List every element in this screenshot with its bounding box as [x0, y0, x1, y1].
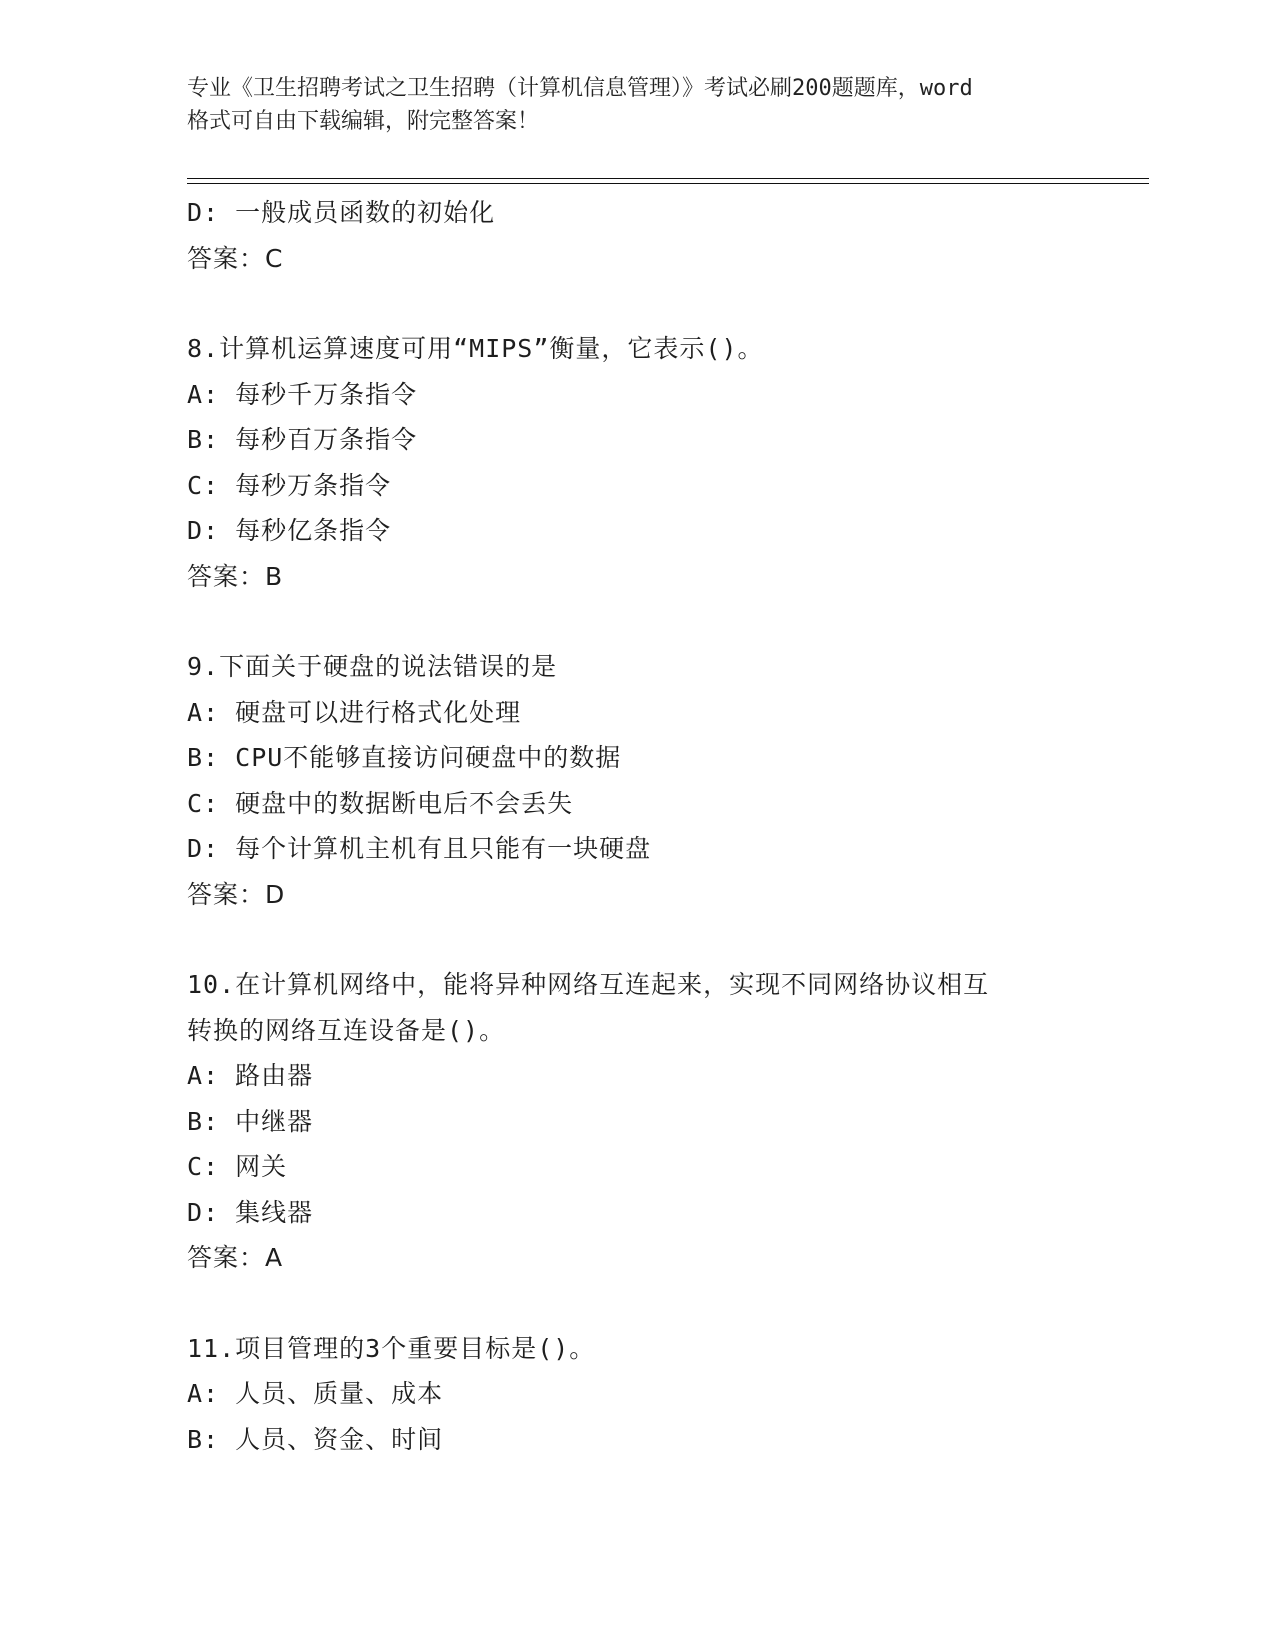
- question-stem: 11.项目管理的3个重要目标是()。: [187, 1333, 596, 1363]
- option-d: D: 每秒亿条指令: [187, 516, 392, 545]
- spacer: [187, 281, 1147, 326]
- question-stem-line-2: 转换的网络互连设备是()。: [187, 1015, 506, 1045]
- question-stem: 9.下面关于硬盘的说法错误的是: [187, 652, 558, 681]
- option-b: B: 人员、资金、时间: [187, 1424, 444, 1454]
- question-stem: 8.计算机运算速度可用“MIPS”衡量，它表示()。: [187, 334, 764, 363]
- spacer: [187, 599, 1147, 644]
- option-d: D: 一般成员函数的初始化: [187, 198, 496, 227]
- option-c: C: 网关: [187, 1152, 288, 1181]
- spacer: [187, 917, 1147, 962]
- answer: 答案：B: [187, 561, 284, 591]
- spacer: [187, 1281, 1147, 1326]
- option-a: A: 人员、质量、成本: [187, 1379, 444, 1408]
- answer: 答案：C: [187, 243, 284, 273]
- option-a: A: 路由器: [187, 1061, 314, 1090]
- answer: 答案：A: [187, 1243, 284, 1272]
- question-list: [187, 190, 1147, 1462]
- option-a: A: 硬盘可以进行格式化处理: [187, 697, 522, 727]
- option-c: C: 每秒万条指令: [187, 470, 392, 500]
- option-a: A: 每秒千万条指令: [187, 379, 418, 409]
- question-stem-line-1: 10.在计算机网络中，能将异种网络互连起来，实现不同网络协议相互: [187, 970, 990, 999]
- document-header: [187, 72, 1087, 138]
- option-d: D: 集线器: [187, 1197, 314, 1227]
- header-divider-top: [187, 178, 1149, 179]
- header-divider-bottom: [187, 183, 1149, 184]
- option-b: B: 每秒百万条指令: [187, 425, 418, 454]
- header-line-2: 格式可自由下载编辑，附完整答案！: [187, 109, 540, 134]
- option-c: C: 硬盘中的数据断电后不会丢失: [187, 788, 574, 818]
- header-line-1: 专业《卫生招聘考试之卫生招聘（计算机信息管理）》考试必刷200题题库，word: [187, 76, 973, 101]
- option-b: B: CPU不能够直接访问硬盘中的数据: [187, 743, 622, 772]
- option-b: B: 中继器: [187, 1106, 314, 1136]
- option-d: D: 每个计算机主机有且只能有一块硬盘: [187, 834, 652, 863]
- answer: 答案：D: [187, 879, 286, 909]
